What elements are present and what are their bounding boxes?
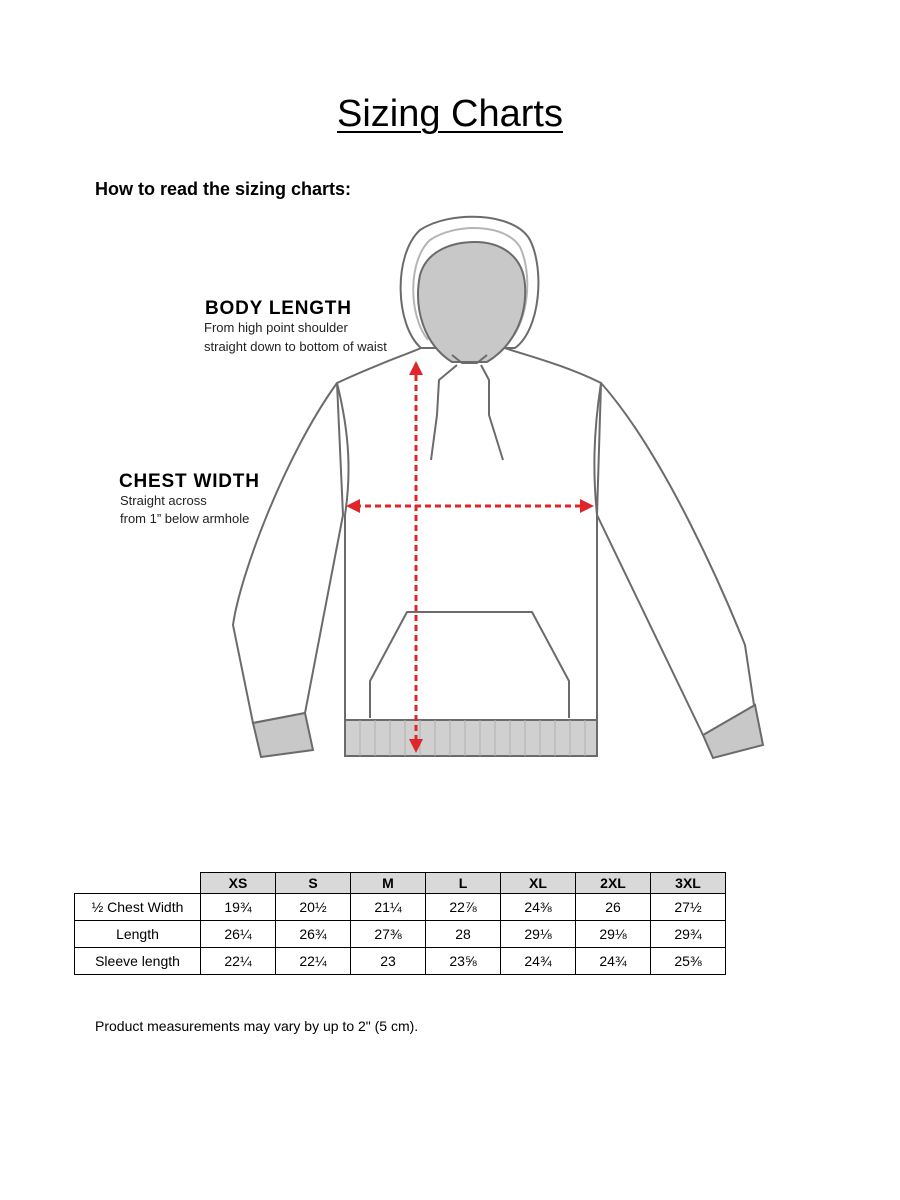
body-length-heading: BODY LENGTH	[205, 298, 352, 319]
table-cell: 22¼	[276, 948, 351, 975]
table-cell: 21¼	[351, 894, 426, 921]
body-length-line1: From high point shoulder	[204, 320, 348, 335]
table-row	[75, 948, 726, 975]
table-cell: 26¾	[276, 921, 351, 948]
size-header: S	[276, 873, 351, 894]
size-header: M	[351, 873, 426, 894]
table-cell: 28	[426, 921, 501, 948]
table-cell: 27⅜	[351, 921, 426, 948]
table-cell: 26¼	[201, 921, 276, 948]
table-cell: 22¼	[201, 948, 276, 975]
table-cell: 24¾	[576, 948, 651, 975]
table-cell: 29⅛	[501, 921, 576, 948]
body-length-line2: straight down to bottom of waist	[204, 339, 387, 354]
table-cell: 23	[351, 948, 426, 975]
table-row	[75, 921, 726, 948]
size-header: XS	[201, 873, 276, 894]
chest-width-line2: from 1” below armhole	[120, 511, 250, 526]
table-cell: 20½	[276, 894, 351, 921]
table-header-row	[75, 873, 726, 894]
sizing-table	[74, 872, 726, 975]
page-subtitle: How to read the sizing charts:	[95, 179, 352, 199]
right-sleeve	[597, 383, 760, 745]
table-cell: 22⅞	[426, 894, 501, 921]
table-cell: 26	[576, 894, 651, 921]
table-cell: 24⅜	[501, 894, 576, 921]
chest-width-line1: Straight across	[120, 493, 207, 508]
left-sleeve	[233, 383, 343, 723]
table-row	[75, 894, 726, 921]
waistband	[345, 720, 597, 756]
row-label: Length	[75, 921, 201, 948]
size-header: 2XL	[576, 873, 651, 894]
table-cell: 23⅝	[426, 948, 501, 975]
hoodie-body	[337, 348, 601, 720]
row-label: Sleeve length	[75, 948, 201, 975]
chest-width-heading: CHEST WIDTH	[119, 471, 260, 492]
row-label: ½ Chest Width	[75, 894, 201, 921]
table-corner	[75, 873, 201, 894]
measurement-note: Product measurements may vary by up to 2" (5 cm).	[95, 1018, 419, 1034]
table-cell: 19¾	[201, 894, 276, 921]
table-cell: 29¾	[651, 921, 726, 948]
size-header: XL	[501, 873, 576, 894]
table-cell: 24¾	[501, 948, 576, 975]
table-cell: 27½	[651, 894, 726, 921]
size-header: 3XL	[651, 873, 726, 894]
table-cell: 29⅛	[576, 921, 651, 948]
size-header: L	[426, 873, 501, 894]
page-title: Sizing Charts	[337, 93, 563, 135]
table-cell: 25⅜	[651, 948, 726, 975]
